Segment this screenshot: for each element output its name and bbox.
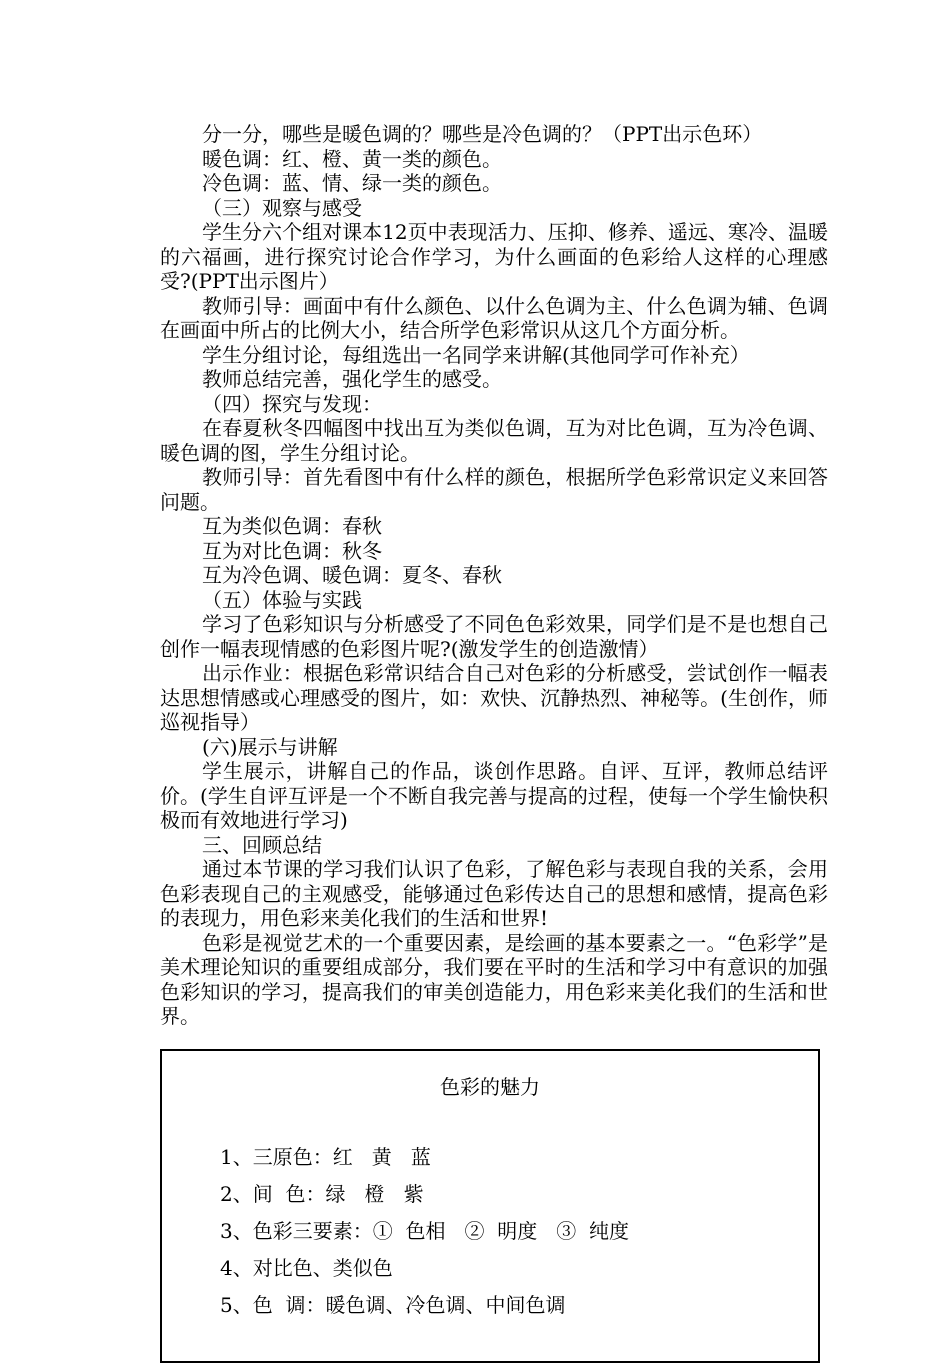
paragraph: 出示作业：根据色彩常识结合自己对色彩的分析感受，尝试创作一幅表达思想情感或心理感受的图片，如：欢快、沉静热烈、神秘等。(生创作，师巡视指导） — [160, 661, 828, 734]
board-item: 2、间 色：绿 橙 紫 — [220, 1182, 424, 1206]
section-heading: （四）探究与发现： — [202, 391, 382, 416]
paragraph: 教师引导：画面中有什么颜色、以什么色调为主、什么色调为辅、色调在画面中所占的比例大小，结合所学色彩常识从这几个方面分析。 — [160, 293, 828, 342]
section-heading: （三）观察与感受 — [202, 195, 362, 220]
board-item: 1、三原色：红 黄 蓝 — [220, 1145, 431, 1169]
paragraph: 互为对比色调：秋冬 — [202, 538, 382, 563]
section-heading: （五）体验与实践 — [202, 587, 362, 612]
paragraph: 互为冷色调、暖色调：夏冬、春秋 — [202, 563, 502, 587]
board-item: 5、色 调：暖色调、冷色调、中间色调 — [220, 1293, 566, 1317]
section-heading: 三、回顾总结 — [202, 832, 322, 857]
paragraph: 学生展示，讲解自己的作品，谈创作思路。自评、互评，教师总结评价。(学生自评互评是一个不断自我完善与提高的过程，使每一个学生愉快积极而有效地进行学习) — [160, 759, 828, 832]
board-item: 4、对比色、类似色 — [220, 1256, 393, 1280]
lesson-body-text — [160, 122, 828, 1029]
paragraph: 色彩是视觉艺术的一个重要因素，是绘画的基本要素之一。“色彩学”是美术理论知识的重要组成部分，我们要在平时的生活和学习中有意识的加强色彩知识的学习，提高我们的审美创造能力，用色彩来美化我们的生活和世界。 — [160, 930, 828, 1028]
paragraph: 学生分组讨论，每组选出一名同学来讲解(其他同学可作补充） — [202, 342, 750, 367]
paragraph: 学习了色彩知识与分析感受了不同色色彩效果，同学们是不是也想自己创作一幅表现情感的色彩图片呢?(激发学生的创造激情） — [160, 612, 828, 661]
section-heading: (六)展示与讲解 — [202, 734, 338, 759]
paragraph: 暖色调：红、橙、黄一类的颜色。 — [202, 146, 502, 171]
paragraph: 教师引导：首先看图中有什么样的颜色，根据所学色彩常识定义来回答问题。 — [160, 465, 828, 514]
paragraph: 互为类似色调：春秋 — [202, 514, 382, 538]
paragraph: 通过本节课的学习我们认识了色彩，了解色彩与表现自我的关系，会用色彩表现自己的主观感受，能够通过色彩传达自己的思想和感情，提高色彩的表现力，用色彩来美化我们的生活和世界! — [160, 857, 828, 930]
paragraph: 分一分，哪些是暖色调的？哪些是冷色调的？（PPT出示色环） — [202, 122, 763, 146]
board-item: 3、色彩三要素：① 色相 ② 明度 ③ 纯度 — [220, 1219, 630, 1243]
blackboard-design-box — [160, 1049, 820, 1363]
paragraph: 在春夏秋冬四幅图中找出互为类似色调，互为对比色调，互为冷色调、暖色调的图，学生分组讨论。 — [160, 416, 828, 465]
paragraph: 冷色调：蓝、情、绿一类的颜色。 — [202, 171, 502, 195]
board-title: 色彩的魅力 — [440, 1075, 540, 1099]
paragraph: 学生分六个组对课本12页中表现活力、压抑、修养、遥远、寒冷、温暖的六福画，进行探究讨论合作学习，为什么画面的色彩给人这样的心理感受?(PPT出示图片） — [160, 220, 828, 293]
paragraph: 教师总结完善，强化学生的感受。 — [202, 367, 502, 391]
